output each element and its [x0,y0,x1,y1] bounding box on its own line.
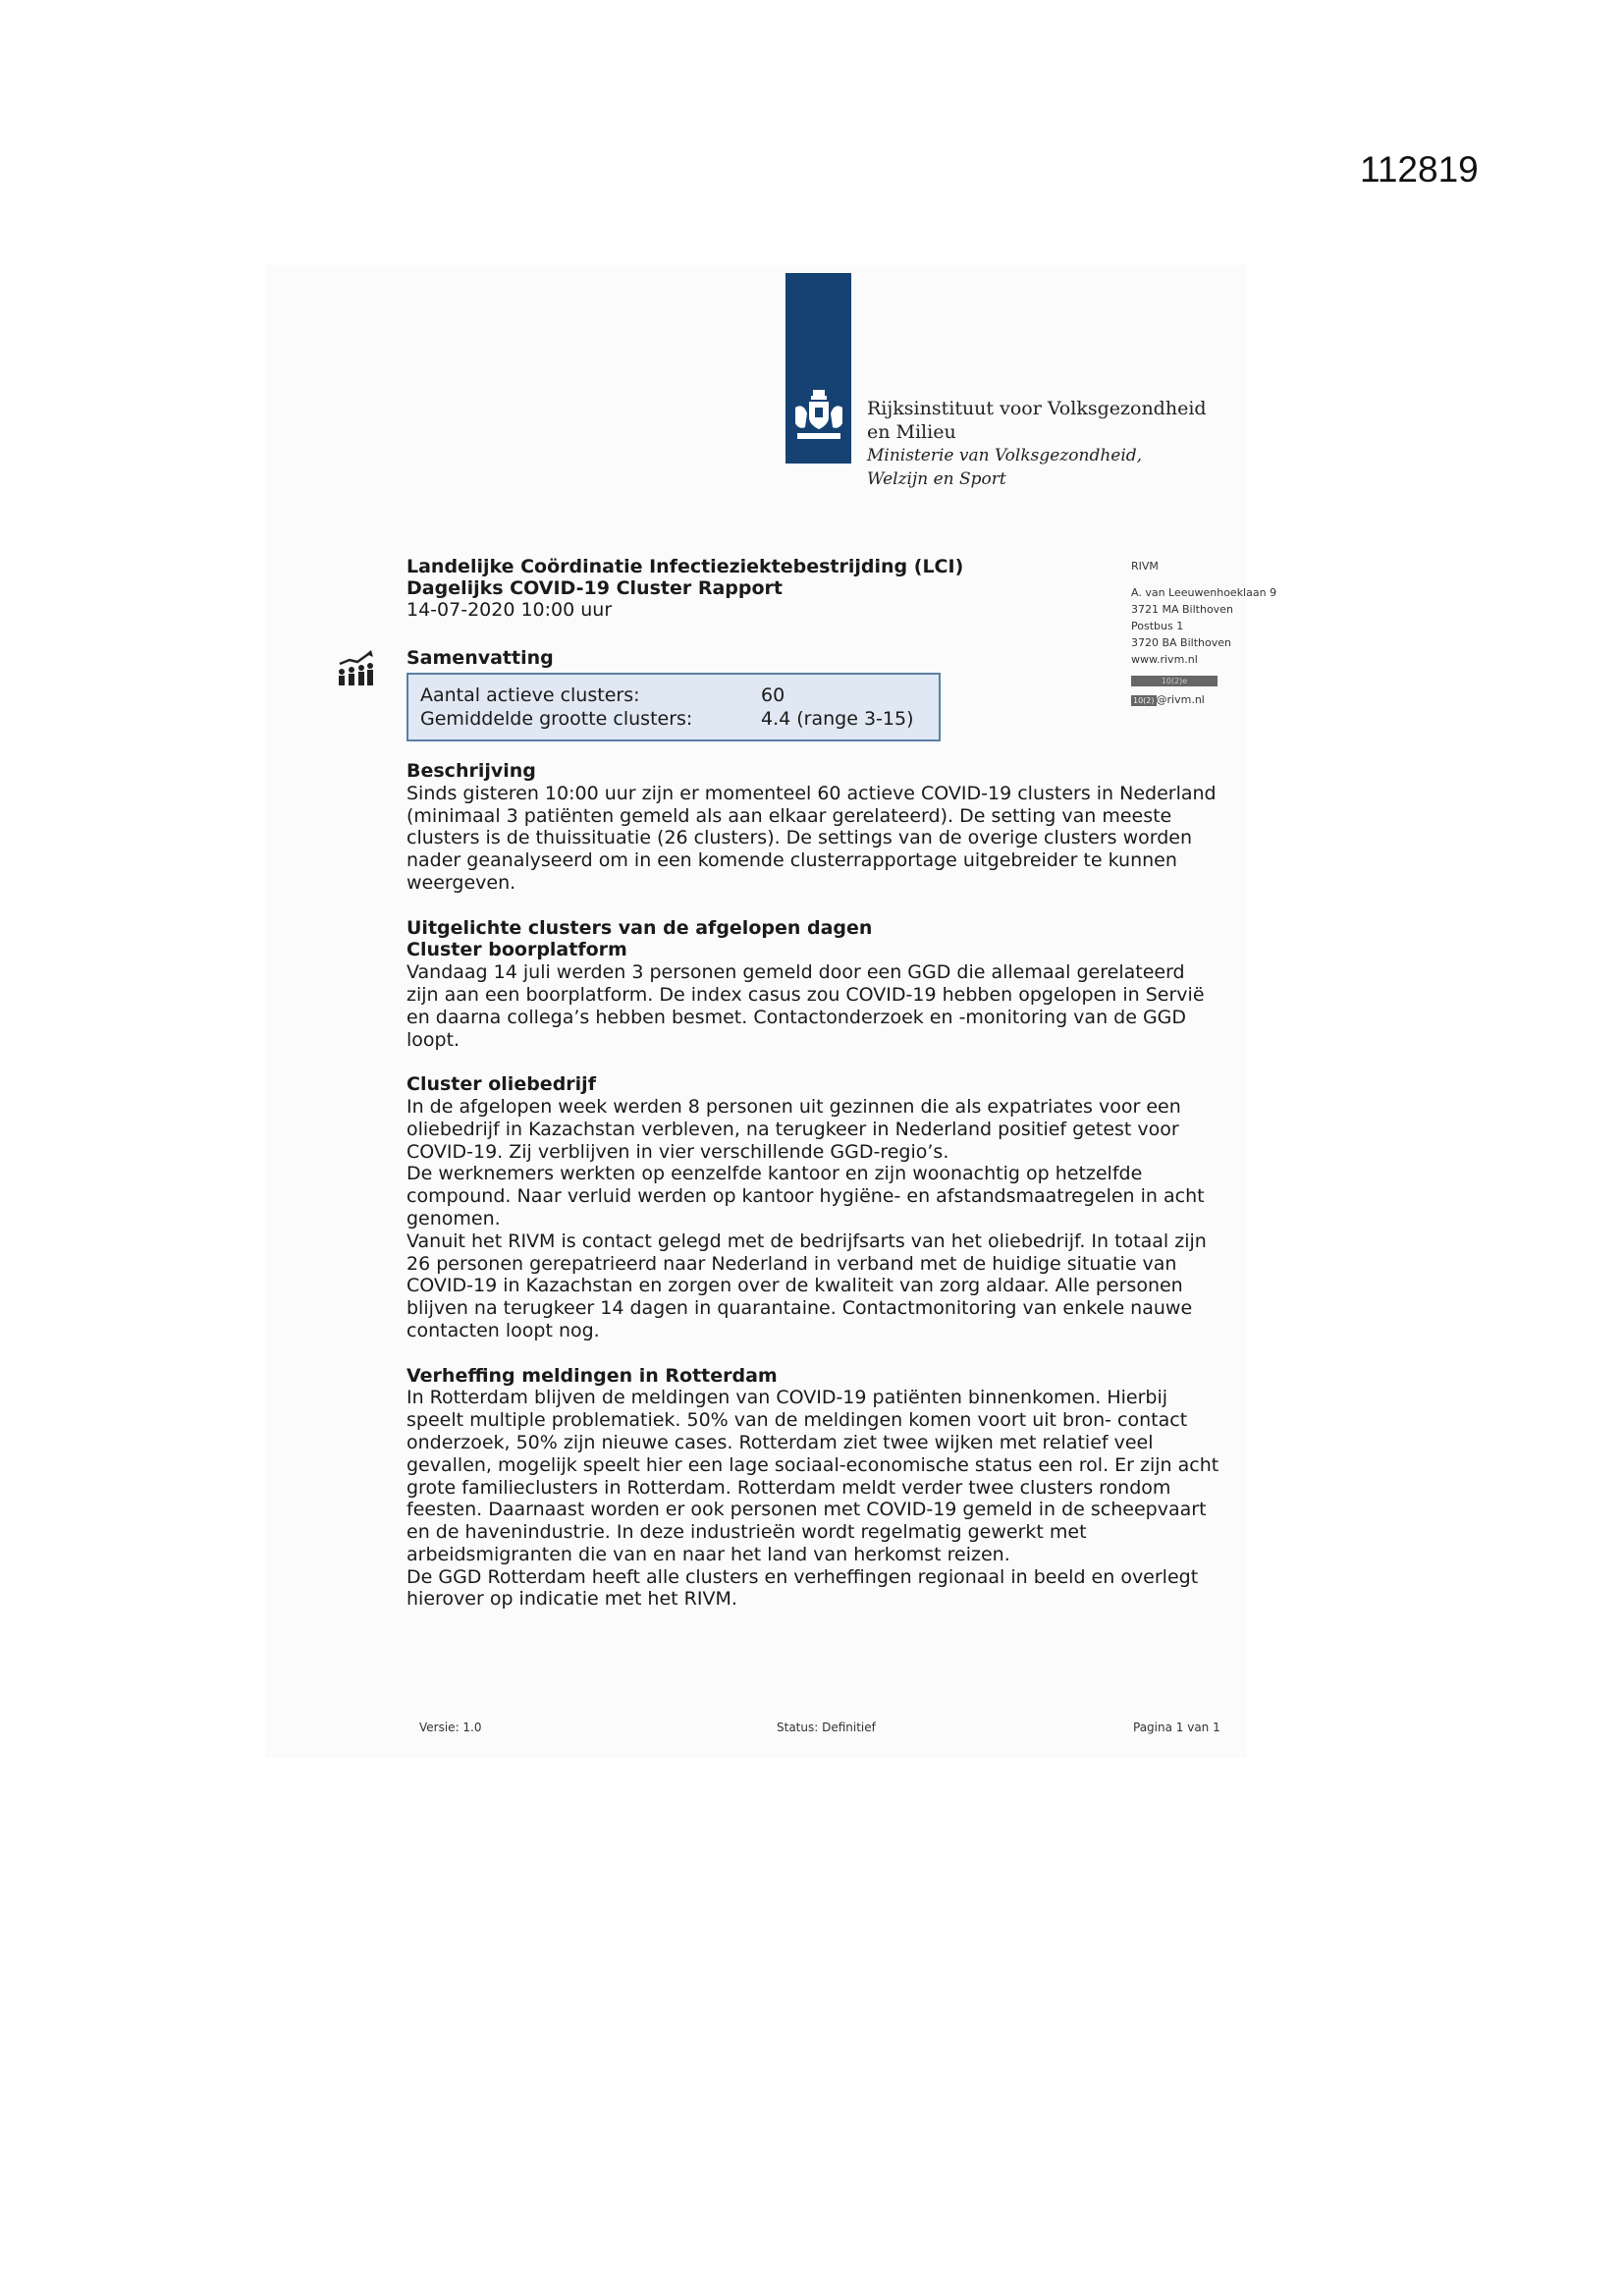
org-line-2: en Milieu [867,421,956,443]
address-email [1131,691,1318,708]
oliebedrijf-heading: Cluster oliebedrijf [406,1073,596,1096]
footer-page: Pagina 1 van 1 [1133,1721,1220,1734]
summary-box [406,673,941,741]
report-date: 14-07-2020 10:00 uur [406,599,613,621]
summary-label-clusters: Aantal actieve clusters: [420,684,640,706]
ministry-line-1: Ministerie van Volksgezondheid, [867,446,1143,465]
rivm-logo-bar [785,273,851,464]
summary-value-size: 4.4 (range 3-15) [761,708,914,730]
coat-of-arms-icon [791,388,846,445]
report-content [406,760,1221,1633]
section-beschrijving [406,760,1221,895]
summary-label-size: Gemiddelde grootte clusters: [420,708,693,730]
section-boorplatform [406,917,1221,1052]
footer-version: Versie: 1.0 [419,1721,482,1734]
section-rotterdam [406,1365,1221,1612]
rotterdam-heading: Verheffing meldingen in Rotterdam [406,1364,778,1387]
address-postbus: Postbus 1 [1131,620,1184,632]
ministry-line-2: Welzijn en Sport [867,469,1006,489]
organization-name [867,397,1240,491]
address-name: RIVM [1131,560,1159,573]
oliebedrijf-paragraph-3: Vanuit het RIVM is contact gelegd met de bedrijfsarts van het oliebedrijf. In totaal zijn 26 personen gerepatrieerd naar Nederland in verband met de huidige situatie van COVID-19 in Kazachstan en zorgen over de kwaliteit van zorg aldaar. Alle personen blijven na terugkeer 14 dagen in quarantaine. Contactmonitoring van enkele nauwe contacten loopt nog. [406,1230,1207,1341]
section-oliebedrijf [406,1073,1221,1342]
email-suffix: @rivm.nl [1156,693,1205,706]
report-header [406,556,1035,621]
report-title: Dagelijks COVID-19 Cluster Rapport [406,577,784,599]
summary-row-size [420,708,914,730]
redaction-mark: 10(2) [1133,695,1155,705]
address-block [1131,558,1318,708]
chart-people-icon [336,650,375,687]
beschrijving-heading: Beschrijving [406,760,536,782]
summary-value-clusters: 60 [761,684,785,706]
rotterdam-paragraph-2: De GGD Rotterdam heeft alle clusters en verheffingen regionaal in beeld en overlegt hierover op indicatie met het RIVM. [406,1565,1199,1611]
rotterdam-paragraph-1: In Rotterdam blijven de meldingen van COVID-19 patiënten binnenkomen. Hierbij speelt multiple problematiek. 50% van de meldingen komen voort uit bron- contact onderzoek, 50% zijn nieuwe cases. Rotterdam ziet twee wijken met relatief veel gevallen, mogelijk speelt hier een lage sociaal-economische status een rol. Er zijn acht grote familieclusters in Rotterdam. Rotterdam meldt verder twee clusters rondom feesten. Daarnaast worden er ook personen met COVID-19 gemeld in de scheepvaart en de havenindustrie. In deze industrieën wordt regelmatig gewerkt met arbeidsmigranten die van en naar het land van herkomst reizen. [406,1387,1219,1565]
oliebedrijf-paragraph-2: De werknemers werkten op eenzelfde kantoor en zijn woonachtig op hetzelfde compound. Naar verluid werden op kantoor hygiëne- en afstandsmaatregelen in acht genomen. [406,1163,1205,1230]
redaction-code: 10(2)e [1131,676,1218,686]
address-street: A. van Leeuwenhoeklaan 9 [1131,586,1277,599]
document-number: 112819 [1360,149,1479,190]
footer-status: Status: Definitief [777,1721,876,1734]
address-post-city: 3720 BA Bilthoven [1131,636,1231,649]
boorplatform-heading: Cluster boorplatform [406,939,627,961]
address-city: 3721 MA Bilthoven [1131,603,1233,616]
beschrijving-text: Sinds gisteren 10:00 uur zijn er momenteel 60 actieve COVID-19 clusters in Nederland (minimaal 3 patiënten gemeld als aan elkaar gerelateerd). De setting van meeste clusters is de thuissituatie (26 clusters). De settings van de overige clusters worden nader geanalyseerd om in een komende clusterrapportage uitgebreider te kunnen weergeven. [406,782,1217,894]
report-organization: Landelijke Coördinatie Infectieziektebestrijding (LCI) [406,556,964,577]
boorplatform-text: Vandaag 14 juli werden 3 personen gemeld door een GGD die allemaal gerelateerd zijn aan een boorplatform. De index casus zou COVID-19 hebben opgelopen in Servië en daarna collega’s hebben besmet. Contactonderzoek en -monitoring van de GGD loopt. [406,961,1205,1051]
org-line-1: Rijksinstituut voor Volksgezondheid [867,398,1207,419]
address-web: www.rivm.nl [1131,653,1198,666]
summary-row-clusters [420,684,785,706]
uitgelicht-heading: Uitgelichte clusters van de afgelopen dagen [406,916,873,939]
oliebedrijf-paragraph-1: In de afgelopen week werden 8 personen uit gezinnen die als expatriates voor een oliebedrijf in Kazachstan verbleven, na terugkeer in Nederland positief getest voor COVID-19. Zij verblijven in vier verschillende GGD-regio’s. [406,1095,1181,1163]
summary-title: Samenvatting [406,647,554,669]
